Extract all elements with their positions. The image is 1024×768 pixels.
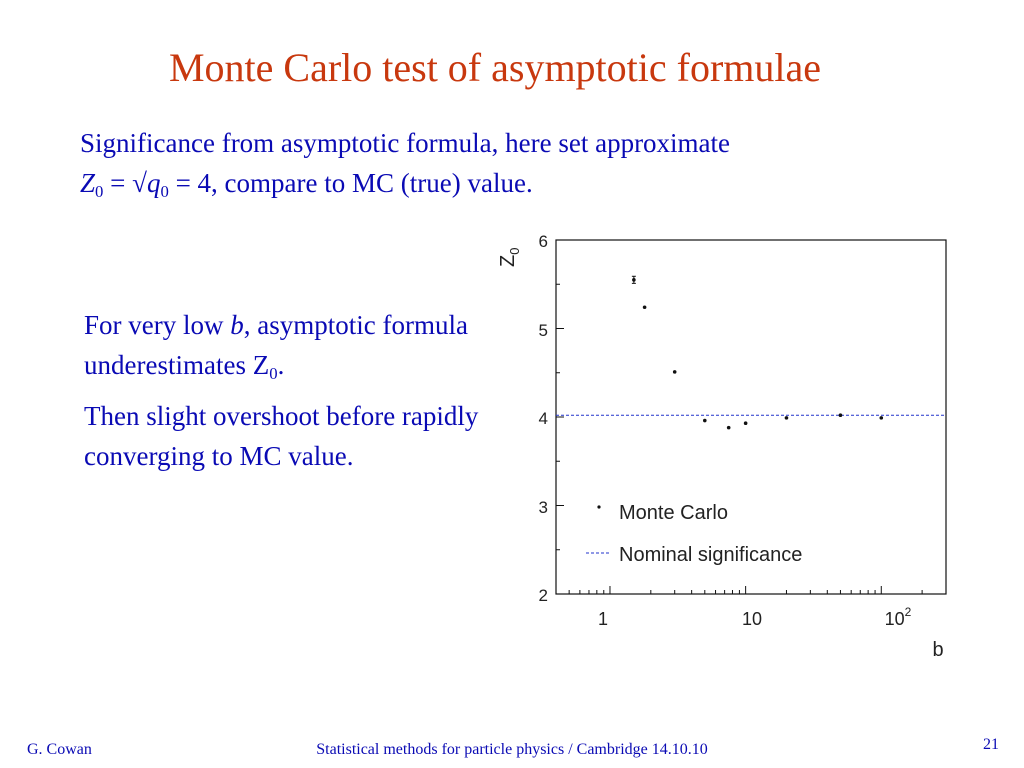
bullet-text (84, 305, 494, 487)
y-tick-label: 2 (538, 586, 548, 605)
mc-data-point (785, 416, 789, 420)
bullet-1-b-symbol: b (230, 310, 244, 340)
equation-part-1: = √ (103, 168, 147, 198)
intro-line-2 (80, 163, 940, 203)
z-subscript: 0 (95, 182, 104, 202)
mc-data-point (839, 413, 843, 417)
page-number: 21 (983, 736, 999, 753)
intro-line-1: Significance from asymptotic formula, here set approximate (80, 128, 731, 158)
y-axis-title (497, 248, 522, 267)
q-symbol: q (146, 168, 161, 198)
mc-data-point (673, 370, 677, 374)
x-tick-label: 10 (741, 609, 763, 629)
mc-data-point (879, 416, 883, 420)
x-axis-title: b (932, 639, 944, 661)
y-axis-label: Z (497, 254, 519, 267)
mc-data-point (643, 305, 647, 309)
legend-mc-label: Monte Carlo (619, 502, 728, 524)
bullet-1-subscript: 0 (269, 364, 278, 384)
y-tick-label: 6 (538, 232, 548, 251)
svg-text:Z0 (497, 248, 522, 267)
x-tick-label (885, 605, 912, 629)
bullet-1-period: . (277, 350, 285, 380)
footer-author: G. Cowan (27, 741, 92, 758)
bullet-2: Then slight overshoot before rapidly converging to MC value. (84, 401, 479, 471)
slide-title: Monte Carlo test of asymptotic formulae (168, 45, 822, 90)
mc-data-point (727, 426, 731, 430)
x-minor-ticks (556, 586, 946, 594)
plot-frame (556, 240, 946, 594)
legend-mc-marker (597, 505, 600, 508)
x-tick-label: 1 (597, 609, 609, 629)
y-axis-label-sub: 0 (507, 247, 522, 255)
mc-data-point (703, 419, 707, 423)
footer-title: Statistical methods for particle physics / Cambridge 14.10.10 (316, 741, 708, 758)
equation-part-2: = 4, compare to MC (true) value. (168, 168, 533, 198)
y-tick-label: 4 (538, 409, 548, 428)
y-tick-label: 3 (538, 498, 548, 517)
legend-nominal-label: Nominal significance (619, 544, 803, 566)
mc-data-point (632, 278, 636, 282)
intro-text (80, 123, 940, 203)
bullet-1 (84, 305, 494, 385)
bullet-1-part-c: , asymptotic formula underestimates Z (84, 310, 468, 380)
data-points (632, 276, 883, 429)
x-tick-label-exp: 2 (904, 605, 912, 619)
q-subscript: 0 (160, 182, 169, 202)
bullet-1-part-a: For very low (84, 310, 231, 340)
y-tick-label: 5 (538, 321, 548, 340)
x-tick-label-base: 10 (884, 609, 905, 629)
y-major-ticks (556, 240, 564, 594)
significance-plot (470, 225, 970, 665)
mc-data-point (744, 421, 748, 425)
z-symbol: Z (80, 168, 96, 198)
